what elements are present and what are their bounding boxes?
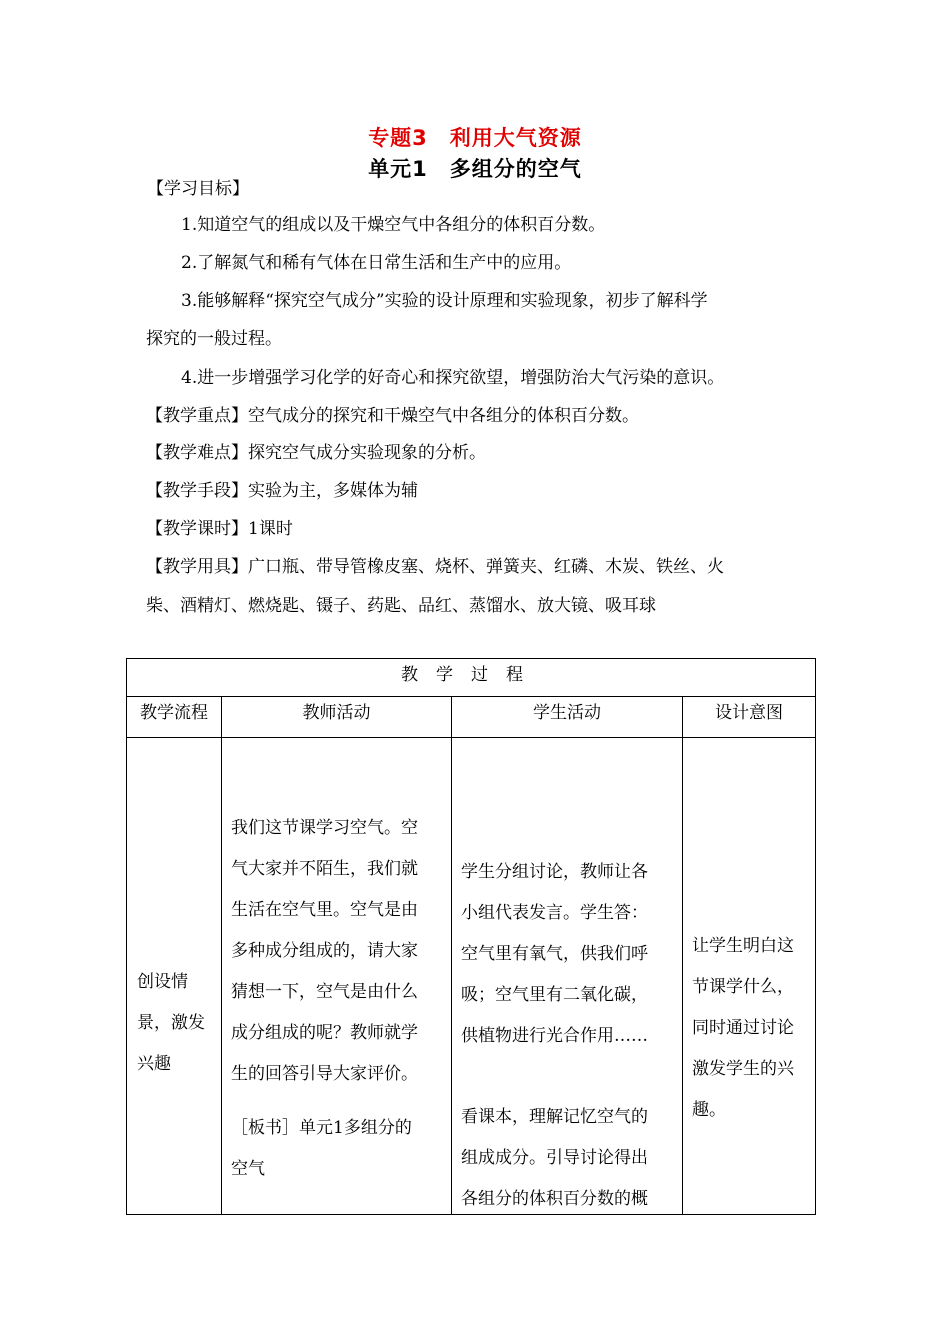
means-row [146, 479, 418, 503]
tools-row [146, 555, 724, 579]
hours-label: 【教学课时】 [146, 519, 248, 539]
objective-3-cont: 探究的一般过程。 [146, 329, 282, 349]
objectives-label: 【学习目标】 [147, 179, 249, 199]
objective-2: 2.了解氮气和稀有气体在日常生活和生产中的应用。 [181, 253, 572, 273]
tools-text-2: 柴、酒精灯、燃烧匙、镊子、药匙、品红、蒸馏水、放大镜、吸耳球 [146, 596, 656, 616]
flow-text: 创设情 景，激发 兴趣 [137, 972, 205, 1074]
teacher-board-text: ［板书］单元1多组分的 空气 [231, 1118, 412, 1179]
column-header-intent: 设计意图 [683, 697, 816, 738]
intent-cell [683, 738, 816, 1215]
lesson-title: 专题3 利用大气资源 [368, 126, 582, 150]
teacher-cell [222, 738, 452, 1215]
means-label: 【教学手段】 [146, 481, 248, 501]
column-header-student: 学生活动 [452, 697, 683, 738]
difficulty-row [146, 441, 486, 465]
column-header-flow: 教学流程 [127, 697, 222, 738]
hours-row [146, 517, 293, 541]
teaching-process-table [126, 658, 816, 1215]
column-header-teacher: 教师活动 [222, 697, 452, 738]
objective-4: 4.进一步增强学习化学的好奇心和探究欲望，增强防治大气污染的意识。 [181, 368, 725, 388]
key-point-row [146, 404, 639, 428]
unit-subtitle: 单元1 多组分的空气 [368, 157, 582, 181]
difficulty-label: 【教学难点】 [146, 443, 248, 463]
tools-label: 【教学用具】 [146, 557, 248, 577]
student-cell [452, 738, 683, 1215]
tools-text-1: 广口瓶、带导管橡皮塞、烧杯、弹簧夹、红磷、木炭、铁丝、火 [248, 557, 724, 577]
objective-1: 1.知道空气的组成以及干燥空气中各组分的体积百分数。 [181, 215, 606, 235]
difficulty-text: 探究空气成分实验现象的分析。 [248, 443, 486, 463]
flow-cell [127, 738, 222, 1215]
hours-text: 1课时 [248, 519, 293, 539]
means-text: 实验为主，多媒体为辅 [248, 481, 418, 501]
objective-3: 3.能够解释“探究空气成分”实验的设计原理和实验现象，初步了解科学 [181, 291, 708, 311]
teacher-text: 我们这节课学习空气。空 气大家并不陌生，我们就 生活在空气里。空气是由 多种成分组成的，请大家 猜想一下，空气是由什么 成分组成的呢？教师就学 生的回答引导大家评价。 [231, 818, 418, 1084]
key-point-label: 【教学重点】 [146, 406, 248, 426]
student-text-2: 看课本，理解记忆空气的 组成成分。引导讨论得出 各组分的体积百分数的概 [461, 1107, 648, 1209]
student-text: 学生分组讨论，教师让各 小组代表发言。学生答： 空气里有氧气，供我们呼 吸；空气里有二氧化碳， 供植物进行光合作用…… [461, 862, 648, 1046]
key-point-text: 空气成分的探究和干燥空气中各组分的体积百分数。 [248, 406, 639, 426]
table-title: 教学过程 [127, 659, 816, 697]
intent-text: 让学生明白这 节课学什么， 同时通过讨论 激发学生的兴 趣。 [692, 936, 794, 1120]
